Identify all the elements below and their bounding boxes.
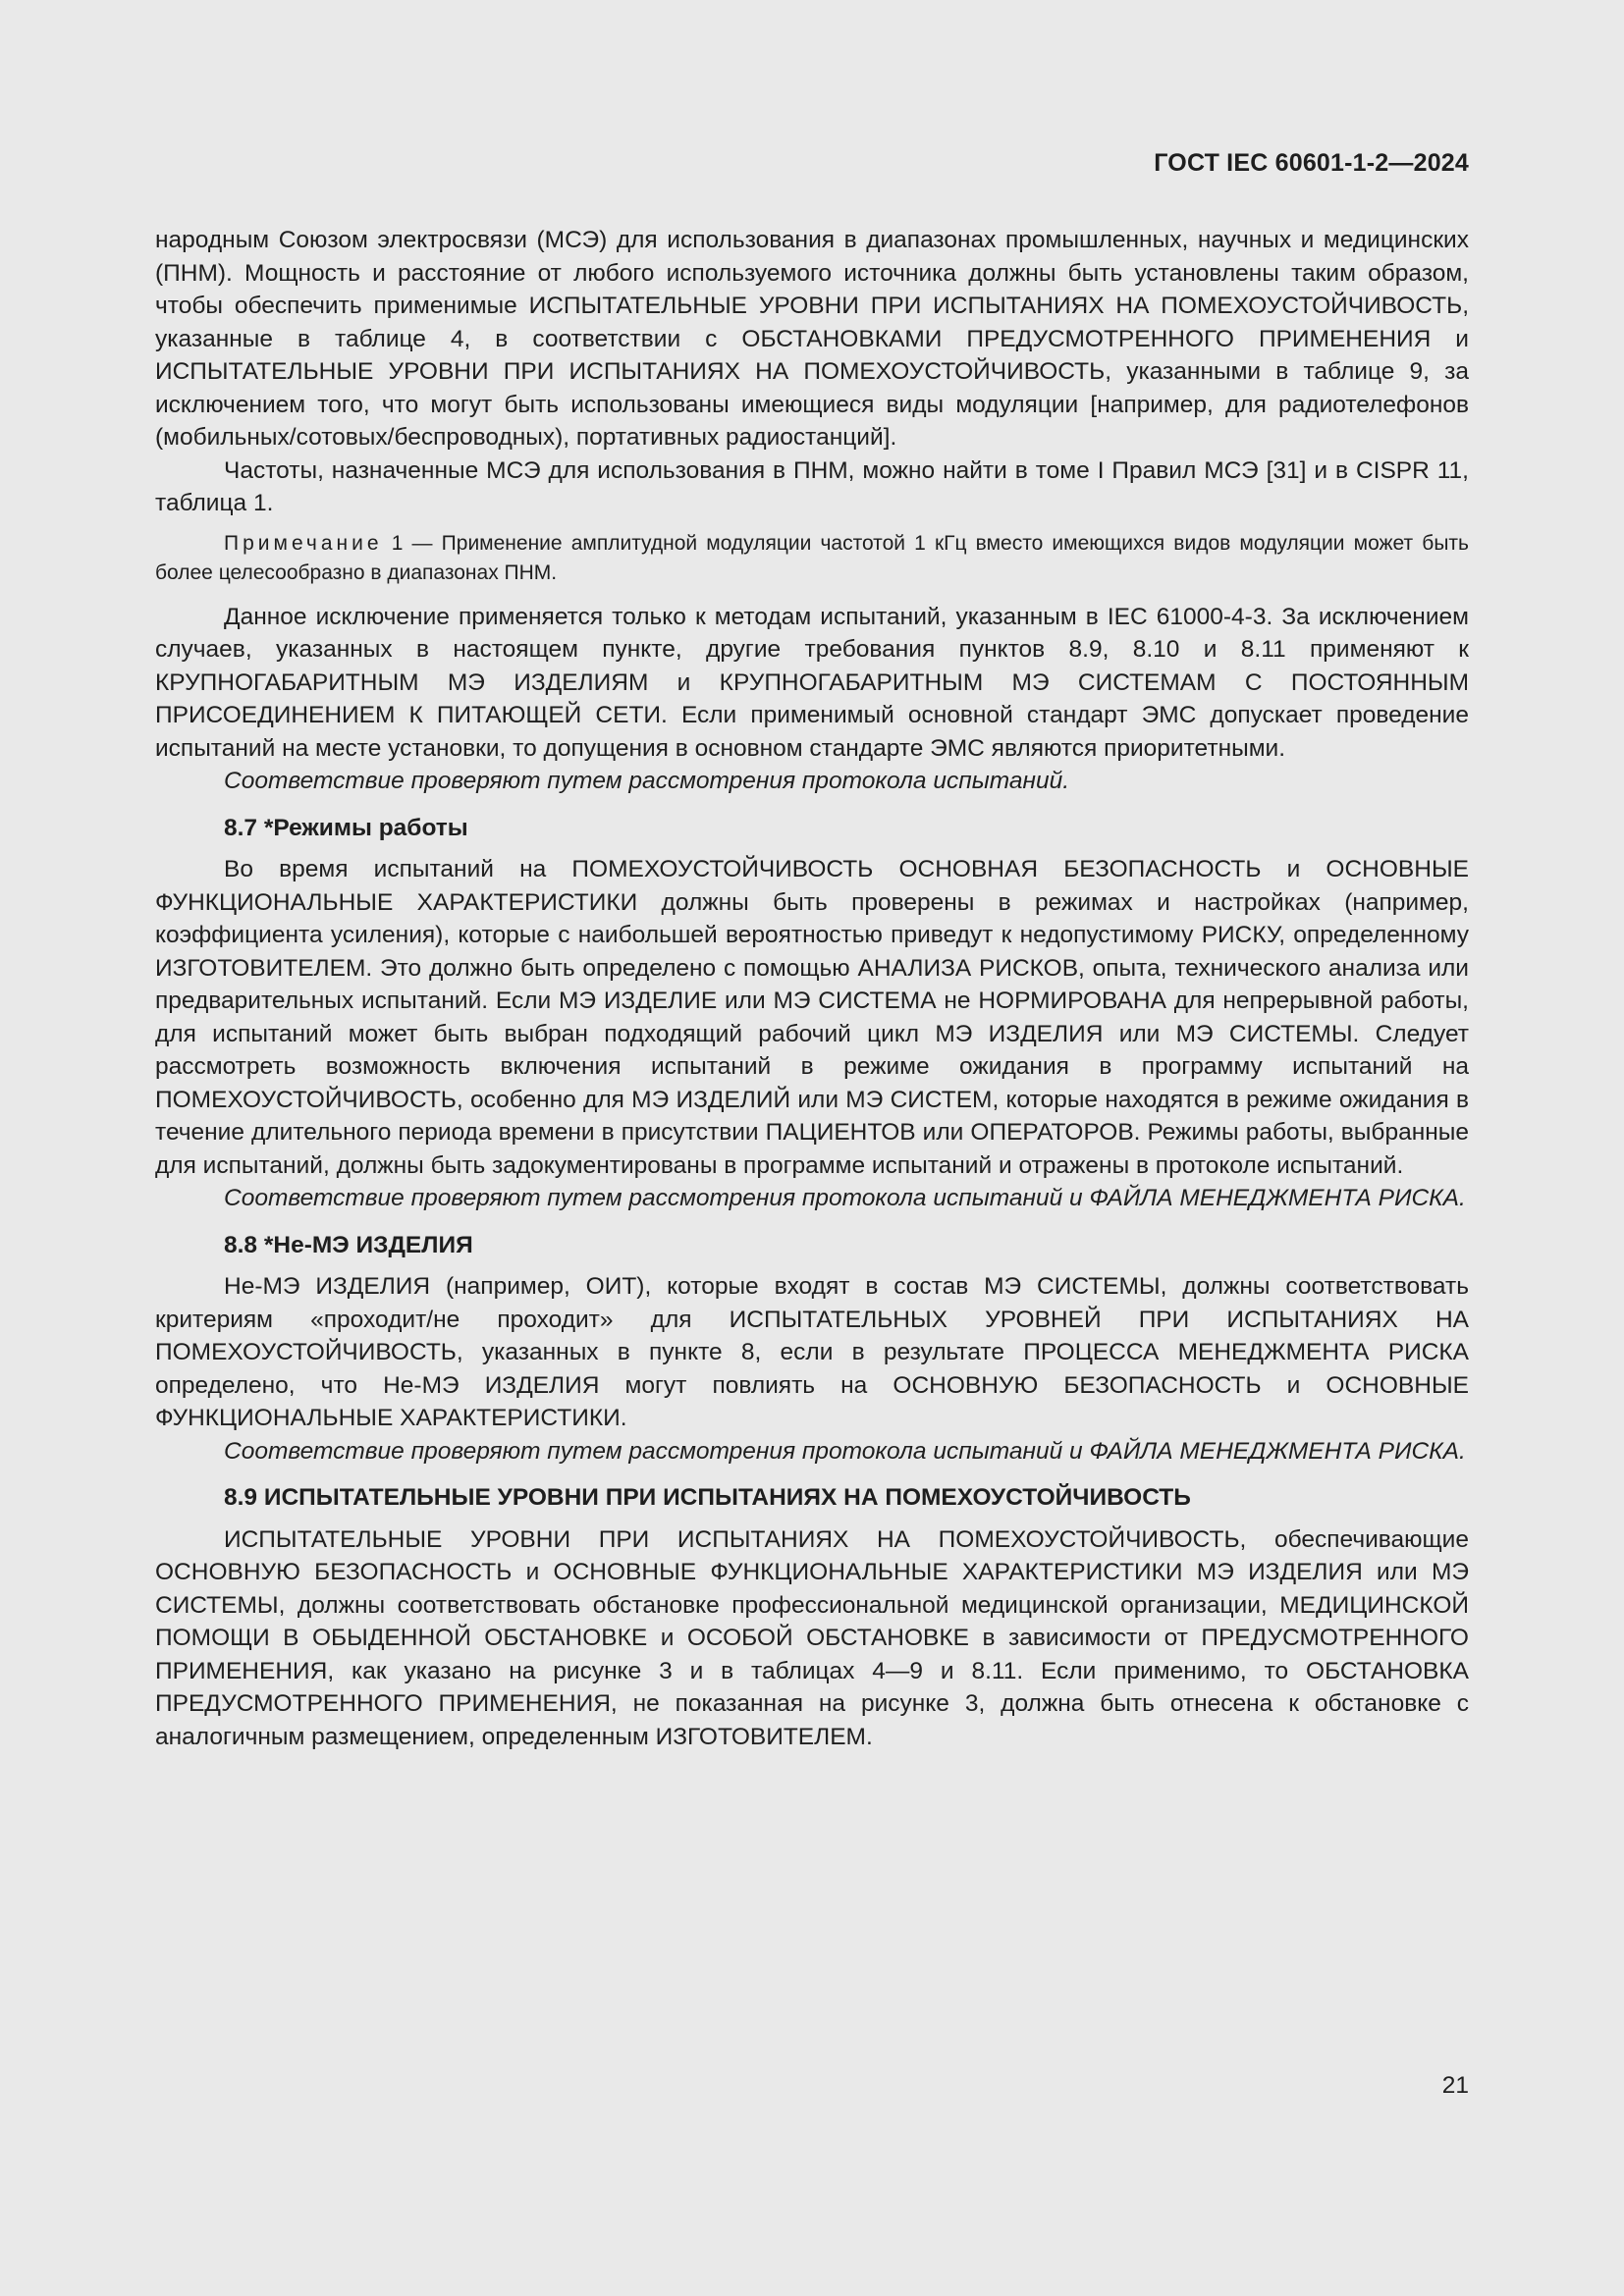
section-body-8-9: ИСПЫТАТЕЛЬНЫЕ УРОВНИ ПРИ ИСПЫТАНИЯХ НА ПОМЕХОУСТОЙЧИВОСТЬ, обеспечивающие ОСНОВНУЮ БЕЗОПАСНОСТЬ и ОСНОВНЫЕ ФУНКЦИОНАЛЬНЫЕ ХАРАКТЕРИСТИКИ МЭ ИЗДЕЛИЯ или МЭ СИСТЕМЫ, должны соответствовать обстановке профессиональной медицинской организации, МЕДИЦИНСКОЙ ПОМОЩИ В ОБЫДЕННОЙ ОБСТАНОВКЕ и ОСОБОЙ ОБСТАНОВКЕ в зависимости от ПРЕДУСМОТРЕННОГО ПРИМЕНЕНИЯ, как указано на рисунке 3 и в таблицах 4—9 и 8.11. Если применимо, то ОБСТАНОВКА ПРЕДУСМОТРЕННОГО ПРИМЕНЕНИЯ, не показанная на рисунке 3, должна быть отнесена к обстановке с аналогичным размещением, определенным ИЗГОТОВИТЕЛЕМ.: [155, 1525, 1469, 1750]
compliance-statement-8-8: Соответствие проверяют путем рассмотрения протокола испытаний и ФАЙЛА МЕНЕДЖМЕНТА РИСКА.: [224, 1437, 1466, 1465]
page-content: [155, 224, 1469, 1753]
section-body-8-7: Во время испытаний на ПОМЕХОУСТОЙЧИВОСТЬ ОСНОВНАЯ БЕЗОПАСНОСТЬ и ОСНОВНЫЕ ФУНКЦИОНАЛЬНЫЕ ХАРАКТЕРИСТИКИ должны быть проверены в режимах и настройках (например, коэффициента усиления), которые с наибольшей вероятностью приведут к недопустимому РИСКУ, определенному ИЗГОТОВИТЕЛЕМ. Это должно быть определено с помощью АНАЛИЗА РИСКОВ, опыта, технического анализа или предварительных испытаний. Если МЭ ИЗДЕЛИЕ или МЭ СИСТЕМА не НОРМИРОВАНА для непрерывной работы, для испытаний может быть выбран подходящий рабочий цикл МЭ ИЗДЕЛИЯ или МЭ СИСТЕМЫ. Следует рассмотреть возможность включения испытаний в режиме ожидания в программу испытаний на ПОМЕХОУСТОЙЧИВОСТЬ, особенно для МЭ ИЗДЕЛИЙ или МЭ СИСТЕМ, которые находятся в режиме ожидания в течение длительного периода времени в присутствии ПАЦИЕНТОВ или ОПЕРАТОРОВ. Режимы работы, выбранные для испытаний, должны быть задокументированы в программе испытаний и отражены в протоколе испытаний.: [155, 856, 1469, 1179]
note-label: Примечание: [224, 531, 383, 555]
note-1: [155, 529, 1469, 588]
section-heading-8-8: 8.8 *Не-МЭ ИЗДЕЛИЯ: [224, 1231, 473, 1258]
section-heading-8-9: 8.9 ИСПЫТАТЕЛЬНЫЕ УРОВНИ ПРИ ИСПЫТАНИЯХ НА ПОМЕХОУСТОЙЧИВОСТЬ: [224, 1484, 1191, 1511]
paragraph-frequencies: Частоты, назначенные МСЭ для использования в ПНМ, можно найти в томе I Правил МСЭ [31] и в CISPR 11, таблица 1.: [155, 456, 1469, 516]
paragraph-continuation: народным Союзом электросвязи (МСЭ) для использования в диапазонах промышленных, научных и медицинских (ПНМ). Мощность и расстояние от любого используемого источника должны быть установлены таким образом, чтобы обеспечить применимые ИСПЫТАТЕЛЬНЫЕ УРОВНИ ПРИ ИСПЫТАНИЯХ НА ПОМЕХОУСТОЙЧИВОСТЬ, указанные в таблице 4, в соответствии с ОБСТАНОВКАМИ ПРЕДУСМОТРЕННОГО ПРИМЕНЕНИЯ и ИСПЫТАТЕЛЬНЫЕ УРОВНИ ПРИ ИСПЫТАНИЯХ НА ПОМЕХОУСТОЙЧИВОСТЬ, указанными в таблице 9, за исключением того, что могут быть использованы имеющиеся виды модуляции [например, для радиотелефонов (мобильных/сотовых/беспроводных), портативных радиостанций].: [155, 227, 1469, 451]
page-number: 21: [1441, 2072, 1469, 2099]
paragraph-exception: Данное исключение применяется только к методам испытаний, указанным в IEC 61000-4-3. За исключением случаев, указанных в настоящем пункте, другие требования пунктов 8.9, 8.10 и 8.11 применяют к КРУПНОГАБАРИТНЫМ МЭ ИЗДЕЛИЯМ и КРУПНОГАБАРИТНЫМ МЭ СИСТЕМАМ С ПОСТОЯННЫМ ПРИСОЕДИНЕНИЕМ К ПИТАЮЩЕЙ СЕТИ. Если применимый основной стандарт ЭМС допускает проведение испытаний на месте установки, то допущения в основном стандарте ЭМС являются приоритетными.: [155, 603, 1469, 762]
section-heading-8-7: 8.7 *Режимы работы: [224, 814, 468, 841]
compliance-statement-8-7: Соответствие проверяют путем рассмотрения протокола испытаний и ФАЙЛА МЕНЕДЖМЕНТА РИСКА.: [224, 1185, 1466, 1211]
section-body-8-8: Не-МЭ ИЗДЕЛИЯ (например, ОИТ), которые входят в состав МЭ СИСТЕМЫ, должны соответствовать критериям «проходит/не проходит» для ИСПЫТАТЕЛЬНЫХ УРОВНЕЙ ПРИ ИСПЫТАНИЯХ НА ПОМЕХОУСТОЙЧИВОСТЬ, указанных в пункте 8, если в результате ПРОЦЕССА МЕНЕДЖМЕНТА РИСКА определено, что Не-МЭ ИЗДЕЛИЯ могут повлиять на ОСНОВНУЮ БЕЗОПАСНОСТЬ и ОСНОВНЫЕ ФУНКЦИОНАЛЬНЫЕ ХАРАКТЕРИСТИКИ.: [155, 1273, 1469, 1431]
note-text: 1 — Применение амплитудной модуляции частотой 1 кГц вместо имеющихся видов модуляции может быть более целесообразно в диапазонах ПНМ.: [155, 531, 1469, 584]
compliance-statement: Соответствие проверяют путем рассмотрения протокола испытаний.: [224, 768, 1070, 794]
document-header-id: ГОСТ IEC 60601-1-2—2024: [1154, 149, 1469, 177]
